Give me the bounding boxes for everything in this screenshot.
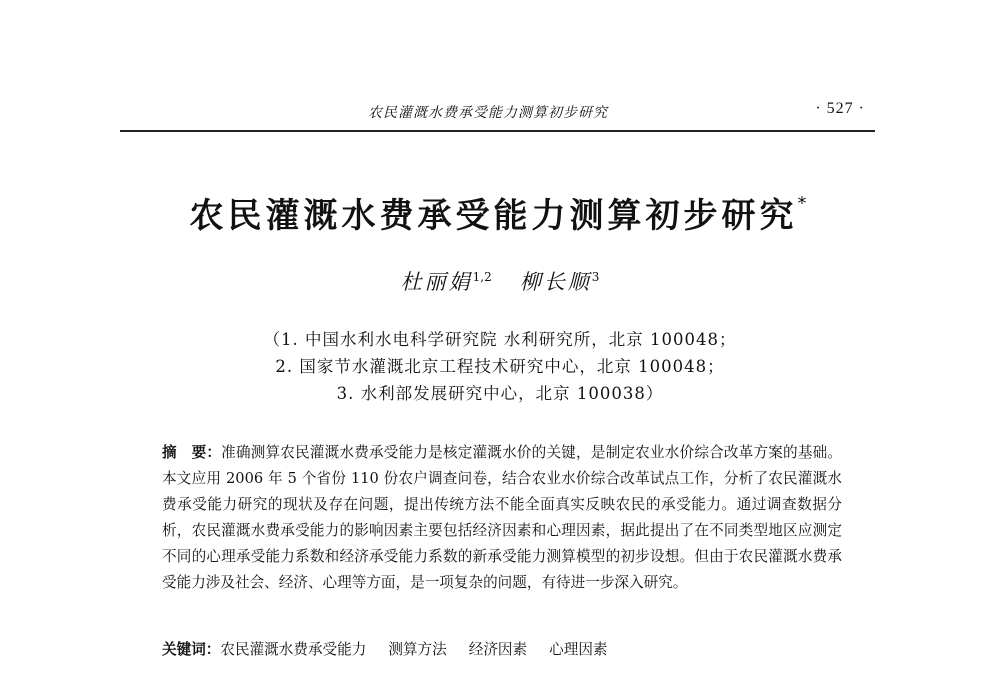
abstract-text: 准确测算农民灌溉水费承受能力是核定灌溉水价的关键，是制定农业水价综合改革方案的基础。本文应用 2006 年 5 个省份 110 份农户调查问卷，结合农业水价综合改革试点工作，分析了农民灌溉水费承受能力研究的现状及存在问题，提出传统方法不能全面真实反映农民的承受能力。通过调查数据分析，农民灌溉水费承受能力的影响因素主要包括经济因素和心理因素，据此提出了在不同类型地区应测定不同的心理承受能力系数和经济承受能力系数的新承受能力测算模型的初步设想。但由于农民灌溉水费承受能力涉及社会、经济、心理等方面，是一项复杂的问题，有待进一步深入研究。 — [162, 444, 842, 591]
keywords — [162, 637, 842, 663]
title-footnote-mark: * — [797, 192, 811, 214]
keyword: 测算方法 — [388, 641, 447, 658]
abstract-label: 摘 要： — [162, 444, 222, 461]
abstract — [162, 440, 842, 596]
author-affiliation-mark: 1,2 — [472, 270, 492, 284]
affiliation-block — [0, 326, 1000, 407]
keyword: 经济因素 — [468, 641, 528, 658]
paper-title-text: 农民灌溉水费承受能力测算初步研究 — [189, 196, 798, 236]
author-name: 杜丽娟 — [400, 270, 473, 294]
keyword: 农民灌溉水费承受能力 — [220, 641, 367, 658]
page-number: · 527 · — [815, 100, 865, 117]
paper-title — [0, 188, 1000, 237]
affiliation-line: 3. 水利部发展研究中心，北京 100038） — [336, 384, 664, 403]
keywords-label: 关键词： — [162, 641, 221, 658]
running-header — [120, 100, 875, 132]
affiliation-line: （1. 中国水利水电科学研究院 水利研究所，北京 100048； — [263, 330, 737, 349]
author-affiliation-mark: 3 — [591, 270, 600, 284]
author-list — [0, 266, 1000, 296]
keyword: 心理因素 — [549, 641, 608, 658]
affiliation-line: 2. 国家节水灌溉北京工程技术研究中心，北京 100048； — [275, 357, 725, 376]
author-name: 柳长顺 — [519, 270, 592, 294]
running-title: 农民灌溉水费承受能力测算初步研究 — [368, 105, 608, 121]
